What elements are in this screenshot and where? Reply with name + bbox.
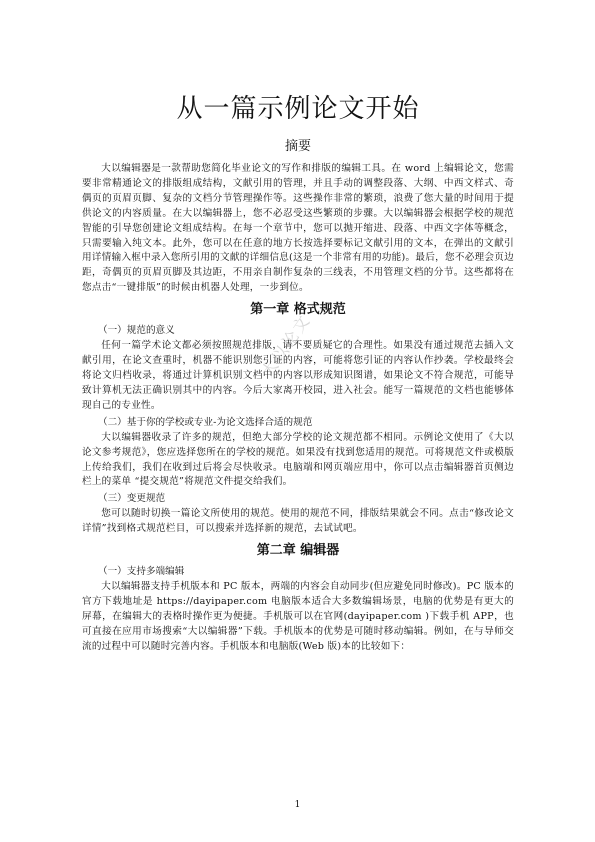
- watermark: 大以论文: [257, 310, 315, 381]
- section-2-1-heading: （一）支持多端编辑: [98, 566, 185, 578]
- section-1-3-heading: （三）变更规范: [98, 493, 166, 505]
- page-number: 1: [294, 800, 301, 810]
- page-content: [82, 92, 514, 655]
- section-1-1-heading: （一）规范的意义: [98, 325, 175, 337]
- section-1-2-heading: （二）基于你的学校或专业-为论文选择合适的规范: [98, 416, 313, 428]
- abstract-paragraph: 大以编辑器是一款帮助您简化毕业论文的写作和排版的编辑工具。在 word 上编辑论文，您需要非常精通论文的排版组成结构，文献引用的管理，并且手动的调整段落、大纲、中西文样式、奇偶页的页眉页脚、复杂的文档分节管理操作等。这些操作非常的繁琐，浪费了您大量的时间用于提供论文的内容质量。在大以编辑器上，您不必忍受这些繁琐的步骤。大以编辑器会根据学校的规范智能的引导您创建论文组成结构。在每一个章节中，您可以抛开缩进、段落、中西文字体等概念，只需要输入纯文本。此外，您可以在任意的地方长按选择要标记文献引用的文本，在弹出的文献引用详情输入框中录入您所引用的文献的详细信息(这是一个非常有用的功能)。最后，您不必理会页边距，奇偶页的页眉页脚及其边距，不用亲自制作复杂的三线表，不用管理文档的分节。这些都将在您点击“一键排版”的时候由机器人处理，一步到位。: [82, 163, 514, 294]
- document-title: 从一篇示例论文开始: [176, 94, 420, 124]
- section-2-1-paragraph: 大以编辑器支持手机版本和 PC 版本，两端的内容会自动同步(但应避免同时修改)。PC 版本的官方下载地址是 https://dayipaper.com 电脑版本适合大多数编辑场景，电脑的优势是有更大的屏幕，在编辑大的表格时操作更为便捷。手机版可以在官网(dayipaper.com )下载手机 APP，也可直接在应用市场搜索“大以编辑器”下载。手机版本的优势是可随时移动编辑。例如，在与导师交流的过程中可以随时完善内容。手机版本和电脑版(Web 版)本的比较如下：: [82, 581, 514, 652]
- section-1-2-paragraph: 大以编辑器收录了许多的规范，但绝大部分学校的论文规范都不相同。示例论文使用了《大以论文参考规范》，您应选择您所在的学校的规范。如果没有找到您适用的规范。可将规范文件或模版上传给我们，我们在收到过后将会尽快收录。电脑端和网页端应用中，你可以点击编辑器首页侧边栏上的菜单 “提交规范”将规范文件提交给我们。: [82, 431, 514, 488]
- abstract-heading: 摘要: [284, 139, 311, 154]
- section-1-1-paragraph: 任何一篇学术论文都必须按照规范排版，请不要质疑它的合理性。如果没有通过规范去插入文献引用，在论文查重时，机器不能识别您引证的内容，可能将您引证的内容认作抄袭。学校最终会将论文归档收录，将通过计算机识别文档中的内容以形成知识图谱，如果论文不符合规范，可能导致计算机无法正确识别其中的内容。今后大家离开校园，进入社会。能写一篇规范的文档也能够体现自己的专业性。: [82, 340, 514, 411]
- chapter-2-heading: 第二章 编辑器: [256, 543, 340, 559]
- chapter-1-heading: 第一章 格式规范: [250, 302, 346, 318]
- section-1-3-paragraph: 您可以随时切换一篇论文所使用的规范。使用的规范不同，排版结果就会不同。点击“修改论文详情”找到格式规范栏目，可以搜索并选择新的规范，去试试吧。: [82, 508, 514, 535]
